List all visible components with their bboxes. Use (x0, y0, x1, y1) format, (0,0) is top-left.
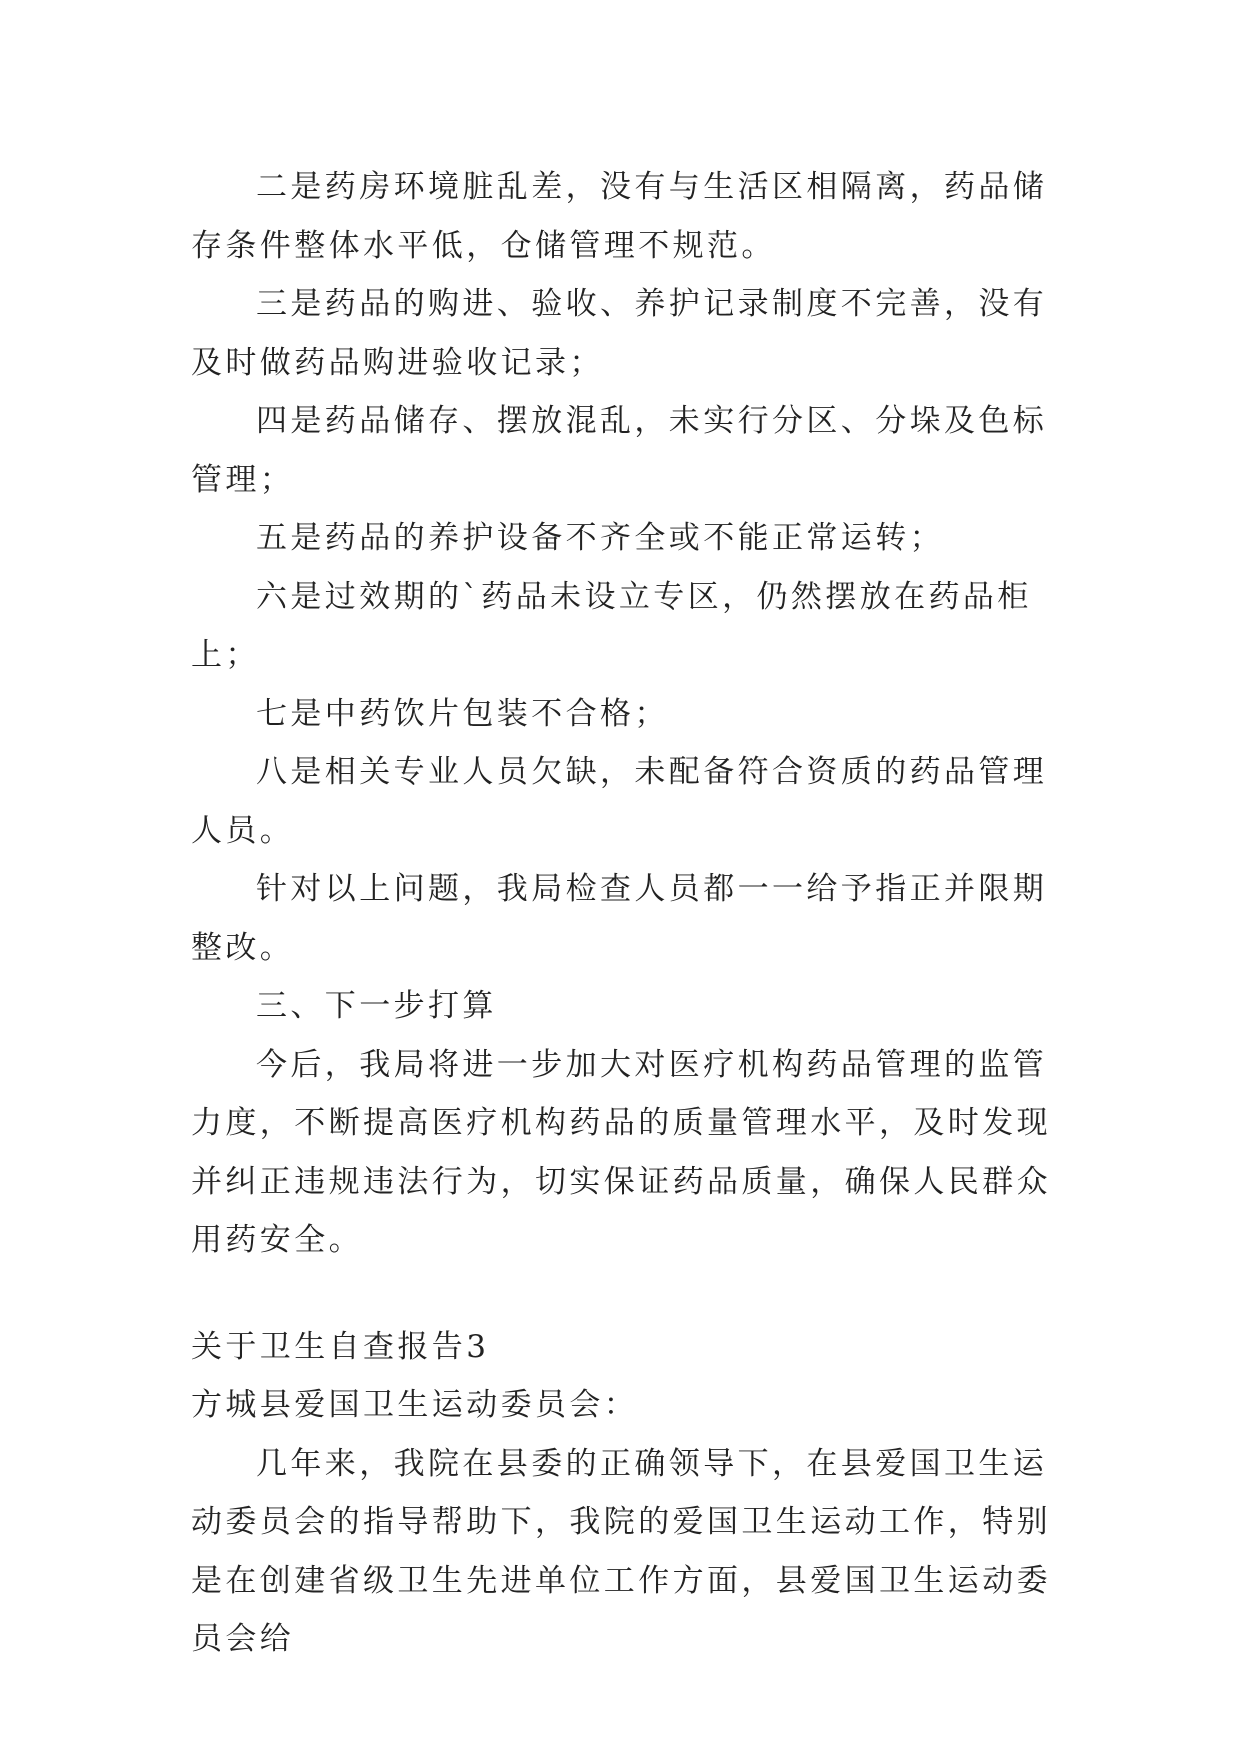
paragraph: 几年来，我院在县委的正确领导下，在县爱国卫生运动委员会的指导帮助下，我院的爱国卫生运动工作，特别是在创建省级卫生先进单位工作方面，县爱国卫生运动委员会给 (191, 1445, 1051, 1657)
paragraph: 针对以上问题，我局检查人员都一一给予指正并限期整改。 (191, 871, 1048, 966)
paragraph: 今后，我局将进一步加大对医疗机构药品管理的监管力度，不断提高医疗机构药品的质量管理水平，及时发现并纠正违规违法行为，切实保证药品质量，确保人民群众用药安全。 (191, 1046, 1051, 1258)
section-title: 关于卫生自查报告3 (191, 1328, 490, 1365)
subsection-heading: 三、下一步打算 (256, 988, 497, 1024)
paragraph: 六是过效期的`药品未设立专区，仍然摆放在药品柜上； (191, 578, 1032, 673)
paragraph: 五是药品的养护设备不齐全或不能正常运转； (256, 520, 944, 556)
paragraph: 七是中药饮片包装不合格； (256, 695, 669, 732)
paragraph: 二是药房环境脏乱差，没有与生活区相隔离，药品储存条件整体水平低，仓储管理不规范。 (191, 169, 1048, 264)
document-body (191, 158, 1057, 1669)
paragraph: 八是相关专业人员欠缺，未配备符合资质的药品管理人员。 (191, 754, 1048, 849)
paragraph: 三是药品的购进、验收、养护记录制度不完善，没有及时做药品购进验收记录； (191, 286, 1048, 381)
salutation: 方城县爱国卫生运动委员会： (191, 1387, 639, 1423)
paragraph: 四是药品储存、摆放混乱，未实行分区、分垛及色标管理； (191, 403, 1048, 498)
section-gap (191, 1270, 1057, 1318)
